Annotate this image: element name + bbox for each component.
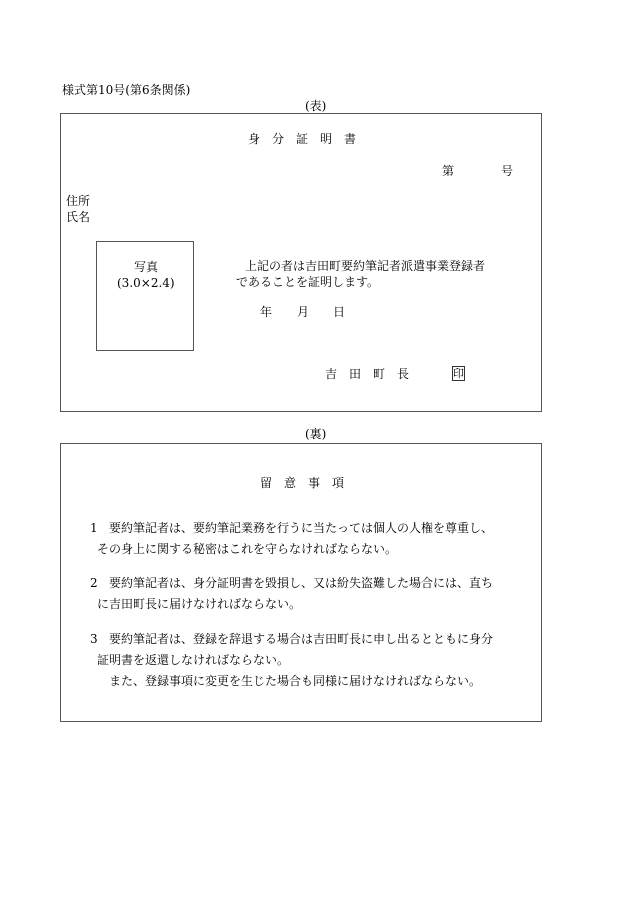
- notes-title: 留 意 事 項: [260, 476, 345, 490]
- number-suffix: 号: [501, 164, 514, 178]
- seal-mark: 印: [453, 367, 464, 380]
- date-year: 年: [260, 305, 273, 319]
- statement-line-2: であることを証明します。: [236, 275, 380, 289]
- photo-box: [96, 241, 194, 351]
- statement-line-1: 上記の者は吉田町要約筆記者派遣事業登録者: [245, 259, 486, 273]
- note-3-line-3: また、登録事項に変更を生じた場合も同様に届けなければならない。: [109, 674, 482, 688]
- address-label: 住所: [66, 194, 91, 208]
- note-3-number: 3: [90, 632, 98, 646]
- photo-size: (3.0×2.4): [117, 276, 175, 290]
- certificate-title: 身 分 証 明 書: [248, 132, 357, 146]
- form-number: 様式第10号(第6条関係): [62, 83, 191, 97]
- note-3-line-1: 要約筆記者は、登録を辞退する場合は吉田町長に申し出るとともに身分: [109, 632, 494, 646]
- note-1-line-2: その身上に関する秘密はこれを守らなければならない。: [97, 542, 398, 556]
- date-day: 日: [333, 305, 346, 319]
- note-3-line-2: 証明書を返還しなければならない。: [97, 653, 290, 667]
- note-1-line-1: 要約筆記者は、要約筆記業務を行うに当たっては個人の人権を尊重し、: [109, 521, 494, 535]
- note-2-line-1: 要約筆記者は、身分証明書を毀損し、又は紛失盗難した場合には、直ち: [109, 576, 494, 590]
- issuer: 吉 田 町 長: [325, 367, 410, 381]
- number-prefix: 第: [442, 164, 455, 178]
- front-card: [60, 113, 542, 412]
- name-label: 氏名: [66, 210, 91, 224]
- back-card: [60, 443, 542, 722]
- photo-label: 写真: [134, 260, 159, 274]
- date-month: 月: [297, 305, 310, 319]
- front-side-label: (表): [305, 99, 327, 113]
- note-2-line-2: に吉田町長に届けなければならない。: [97, 597, 302, 611]
- note-1-number: 1: [90, 521, 98, 535]
- back-side-label: (裏): [305, 427, 327, 441]
- note-2-number: 2: [90, 576, 98, 590]
